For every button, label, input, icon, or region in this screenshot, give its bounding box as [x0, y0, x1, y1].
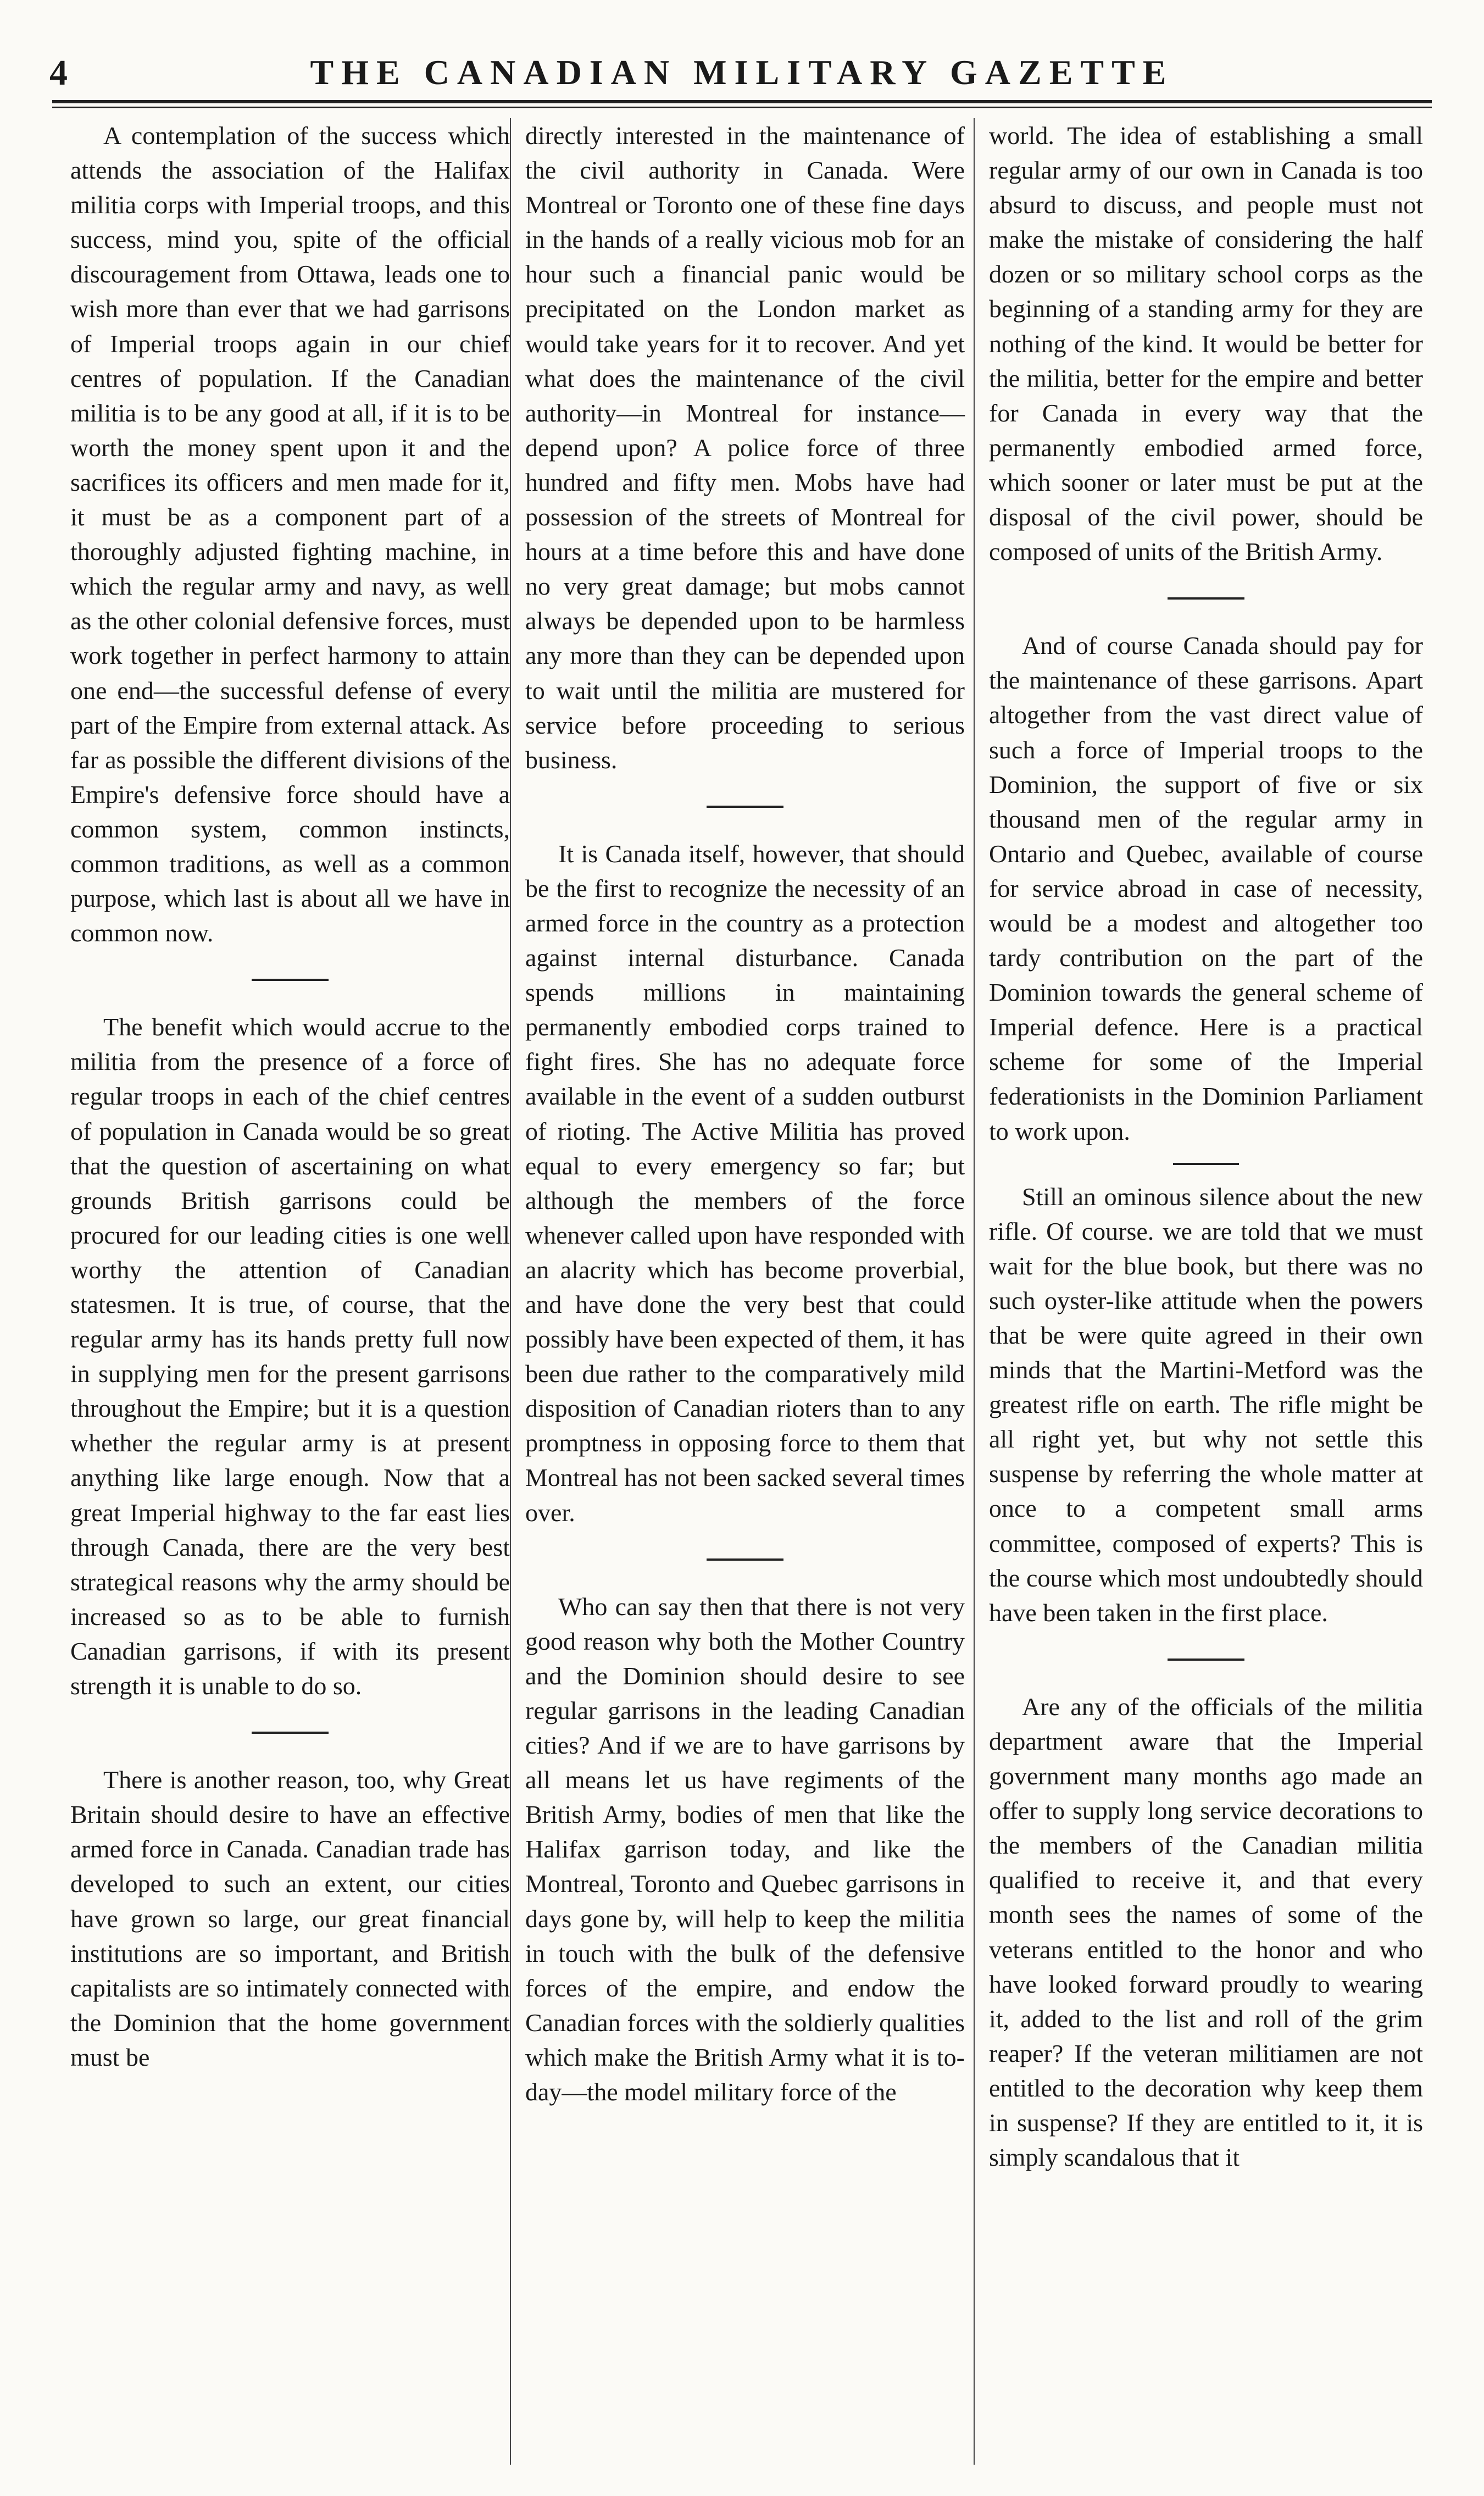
section-separator — [1168, 597, 1244, 600]
article-paragraph: And of course Canada should pay for the maintenance of these garrisons. Apart altogether from the vast direct value of such a force of Imperial troops to the Dominion, the support of five or six thousand men of the regular army in Ontario and Quebec, available of course for service abroad in case of necessity, would be a modest and altogether too tardy contribution on the part of the Dominion towards the general scheme of Imperial defence. Here is a practical scheme for some of the Imperial federationists in the Dominion Parliament to work upon. — [989, 631, 1423, 1145]
header-rule-thick — [52, 100, 1432, 103]
header-rule-thin — [52, 107, 1432, 108]
page-number: 4 — [49, 53, 68, 93]
article-paragraph: A contemplation of the success which attends the association of the Halifax militia corps with Imperial troops, and this success, mind you, spite of the official discouragement from Ottawa, leads one to wish more than ever that we had garrisons of Imperial troops again in our chief centres of population. If the Canadian militia is to be any good at all, if it is to be worth the money spent upon it and the sacrifices its officers and men made for it, it must be as a component part of a thoroughly adjusted fighting machine, in which the regular army and navy, as well as the other colonial defensive forces, must work together in perfect harmony to attain one end—the successful defense of every part of the Empire from external attack. As far as possible the different divisions of the Empire's defensive force should have a common system, common instincts, common traditions, as well as a common purpose, which last is about all we have in common now. — [70, 121, 510, 947]
article-column-1 — [70, 118, 510, 2075]
article-paragraph: The benefit which would accrue to the militia from the presence of a force of regular troops in each of the chief centres of population in Canada would be so great that the question of ascertaining on what grounds British garrisons could be procured for our leading cities is one well worthy the attention of Canadian statesmen. It is true, of course, that the regular army has its hands pretty full now in supplying men for the present garrisons throughout the Empire; but it is a question whether the regular army is at present anything like large enough. Now that a great Imperial highway to the far east lies through Canada, there are the very best strategical reasons why the army should be increased so as to be able to furnish Canadian garrisons, if with its present strength it is unable to do so. — [70, 1013, 510, 1700]
article-column-2 — [525, 118, 965, 2109]
section-separator — [707, 806, 783, 808]
article-paragraph: world. The idea of establishing a small regular army of our own in Canada is too absurd to discuss, and people must not make the mistake of considering the half dozen or so military school corps as the beginning of a standing army for they are nothing of the kind. It would be better for the militia, better for the empire and better for Canada in every way that the permanently embodied armed force, which sooner or later must be put at the disposal of the civil power, should be composed of units of the British Army. — [989, 121, 1423, 566]
section-separator — [1168, 1659, 1244, 1661]
section-separator — [252, 1732, 329, 1734]
section-separator — [707, 1558, 783, 1561]
article-paragraph: Still an ominous silence about the new rifle. Of course. we are told that we must wait for the blue book, but there was no such oyster-like attitude when the powers that be were quite agreed in their own minds that the Martini-Metford was the greatest rifle on earth. The rifle might be all right yet, but why not settle this suspense by referring the whole matter at once to a competent small arms committee, composed of experts? This is the course which most undoubtedly should have been taken in the first place. — [989, 1182, 1423, 1627]
section-separator — [1173, 1163, 1239, 1165]
column-divider — [510, 118, 511, 2465]
section-separator — [252, 979, 329, 981]
masthead-title: THE CANADIAN MILITARY GAZETTE — [310, 53, 1174, 92]
article-paragraph: It is Canada itself, however, that should be the first to recognize the necessity of an armed force in the country as a protection against internal disturbance. Canada spends millions in maintaining permanently embodied corps trained to fight fires. She has no adequate force available in the event of a sudden outburst of rioting. The Active Militia has proved equal to every emergency so far; but although the members of the force whenever called upon have responded with an alacrity which has become proverbial, and have done the very best that could possibly have been expected of them, it has been due rather to the comparatively mild disposition of Canadian rioters than to any promptness in opposing force to them that Montreal has not been sacked several times over. — [525, 839, 965, 1527]
page-header — [44, 52, 1440, 96]
article-paragraph: There is another reason, too, why Great Britain should desire to have an effective armed force in Canada. Canadian trade has developed to such an extent, our cities have grown so large, our great financial institutions are so important, and British capitalists are so intimately connected with the Dominion that the home government must be — [70, 1766, 510, 2071]
article-column-3 — [989, 118, 1423, 2175]
article-paragraph: Who can say then that there is not very good reason why both the Mother Country and the Dominion should desire to see regular garrisons in the leading Canadian cities? And if we are to have garrisons by all means let us have regiments of the British Army, bodies of men that like the Halifax garrison today, and like the Montreal, Toronto and Quebec garrisons in days gone by, will help to keep the militia in touch with the bulk of the defensive forces of the empire, and endow the Canadian forces with the soldierly qualities which make the British Army what it is to-day—the model military force of the — [525, 1592, 965, 2106]
article-paragraph: Are any of the officials of the militia department aware that the Imperial government many months ago made an offer to supply long service decorations to the members of the Canadian militia qualified to receive it, and that every month sees the names of some of the veterans entitled to the honor and who have looked forward proudly to wearing it, added to the list and roll of the grim reaper? If the veteran militiamen are not entitled to the decoration why keep them in suspense? If they are entitled to it, it is simply scandalous that it — [989, 1692, 1423, 2172]
article-paragraph: directly interested in the maintenance of the civil authority in Canada. Were Montreal or Toronto one of these fine days in the hands of a really vicious mob for an hour such a financial panic would be precipitated on the London market as would take years for it to recover. And yet what does the maintenance of the civil authority—in Montreal for instance—depend upon? A police force of three hundred and fifty men. Mobs have had possession of the streets of Montreal for hours at a time before this and have done no very great damage; but mobs cannot always be depended upon to be harmless any more than they can be depended upon to wait until the militia are mustered for service before proceeding to serious business. — [525, 121, 965, 774]
column-divider — [974, 118, 975, 2465]
